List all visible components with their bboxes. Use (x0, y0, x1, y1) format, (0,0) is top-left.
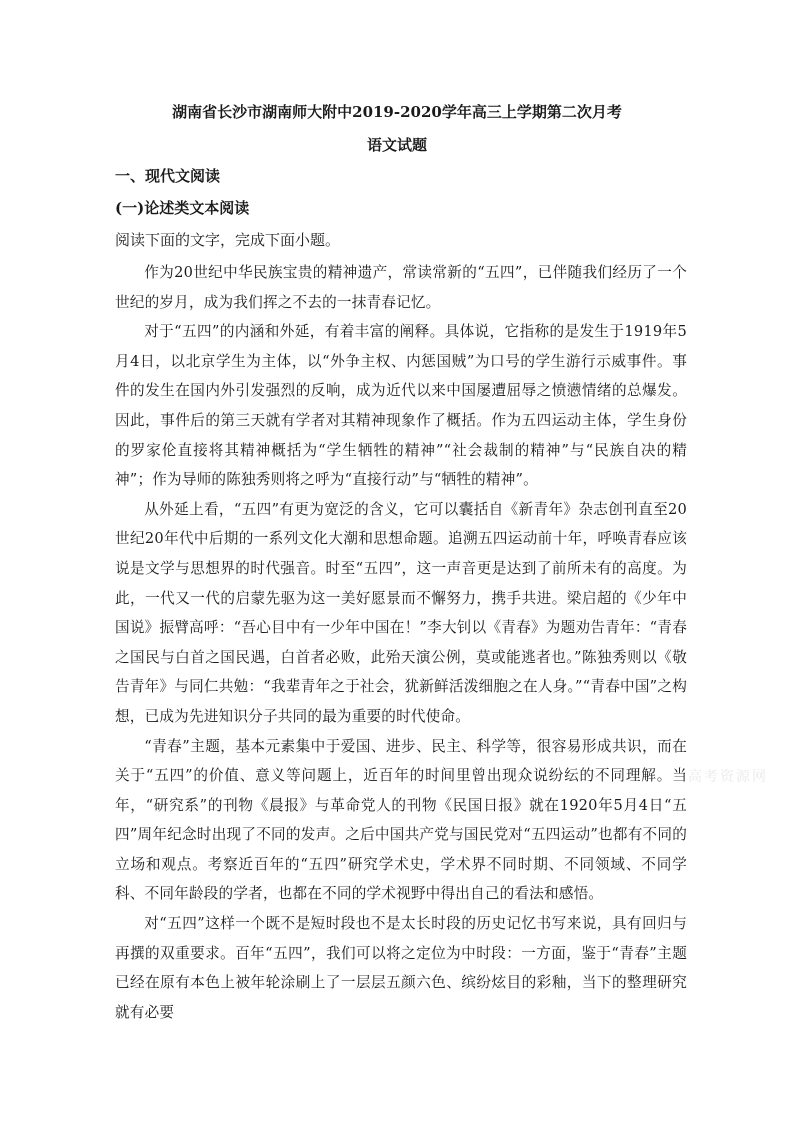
section-heading: 一、现代文阅读 (115, 167, 221, 185)
article-body (115, 258, 687, 1027)
paragraph-3: 从外延上看，“五四”有更为宽泛的含义，它可以囊括自《新青年》杂志创刊直至20世纪20年代中后期的一系列文化大潮和思想命题。追溯五四运动前十年，呼唤青春应该说是文学与思想界的时代强音。时至“五四”，这一声音更是达到了前所未有的高度。为此，一代又一代的启蒙先驱为这一美好愿景而不懈努力，携手共进。梁启超的《少年中国说》振臂高呼：“吾心目中有一少年中国在！”李大钊以《青春》为题劝告青年：“青春之国民与白首之国民遇，白首者必败，此殆天演公例，莫或能逃者也。”陈独秀则以《敬告青年》与同仁共勉：“我辈青年之于社会，犹新鲜活泼细胞之在人身。”“青春中国”之构想，已成为先进知识分子共同的最为重要的时代使命。 (115, 500, 687, 725)
subsection-heading: (一)论述类文本阅读 (115, 199, 250, 217)
paragraph-2: 对于“五四”的内涵和外延，有着丰富的阐释。具体说，它指称的是发生于1919年5月4日，以北京学生为主体，以“外争主权、内惩国贼”为口号的学生游行示威事件。事件的发生在国内外引发强烈的反响，成为近代以来中国屡遭屈辱之愤懑情绪的总爆发。因此，事件后的第三天就有学者对其精神现象作了概括。作为五四运动主体，学生身份的罗家伦直接将其精神概括为“学生牺牲的精神”“社会裁制的精神”与“民族自决的精神”；作为导师的陈独秀则将之呼为“直接行动”与“牺牲的精神”。 (115, 323, 687, 489)
instruction-text: 阅读下面的文字，完成下面小题。 (115, 231, 341, 249)
exam-title: 湖南省长沙市湖南师大附中2019-2020学年高三上学期第二次月考 (172, 103, 622, 121)
paragraph-1: 作为20世纪中华民族宝贵的精神遗产，常读常新的“五四”，已伴随我们经历了一个世纪的岁月，成为我们挥之不去的一抹青春记忆。 (115, 264, 687, 311)
paragraph-5: 对“五四”这样一个既不是短时段也不是太长时段的历史记忆书写来说，具有回归与再撰的双重要求。百年“五四”，我们可以将之定位为中时段：一方面，鉴于“青春”主题已经在原有本色上被年轮涂刷上了一层层五颜六色、缤纷炫目的彩釉，当下的整理研究就有必要 (115, 915, 687, 1021)
paragraph-4: “青春”主题，基本元素集中于爱国、进步、民主、科学等，很容易形成共识，而在关于“五四”的价值、意义等问题上，近百年的时间里曾出现众说纷纭的不同理解。当年，“研究系”的刊物《晨报》与革命党人的刊物《民国日报》就在1920年5月4日“五四”周年纪念时出现了不同的发声。之后中国共产党与国民党对“五四运动”也都有不同的立场和观点。考察近百年的“五四”研究学术史，学术界不同时期、不同领域、不同学科、不同年龄段的学者，也都在不同的学术视野中得出自己的看法和感悟。 (115, 737, 687, 903)
watermark: 高考资源网 (688, 769, 768, 785)
exam-subtitle: 语文试题 (366, 136, 427, 154)
